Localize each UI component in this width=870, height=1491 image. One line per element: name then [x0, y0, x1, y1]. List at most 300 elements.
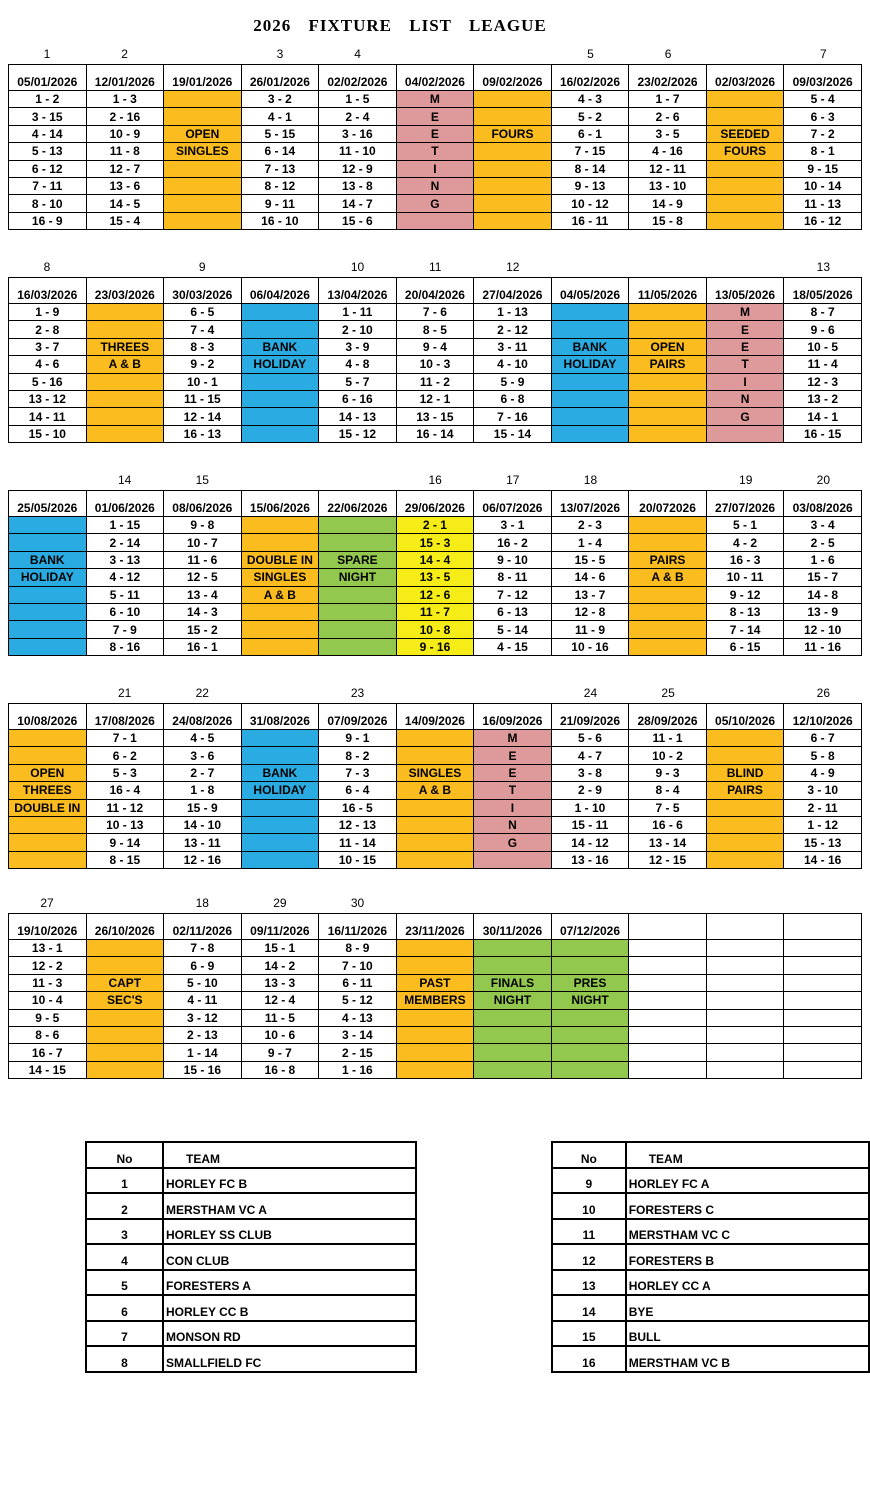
- fixture-row: [9, 621, 862, 638]
- fixture-cell: [706, 177, 784, 194]
- fixture-cell: 7 - 2: [784, 125, 862, 142]
- fixture-cell: 12 - 6: [396, 586, 474, 603]
- fixture-table: [8, 913, 862, 1079]
- fixture-cell: 2 - 4: [319, 108, 397, 125]
- fixture-cell: 1 - 4: [551, 534, 629, 551]
- fixture-cell: 14 - 13: [319, 408, 397, 425]
- fixture-cell: [706, 940, 784, 957]
- fixture-cell: FOURS: [474, 125, 552, 142]
- fixture-cell: [9, 730, 87, 747]
- week-number: 23: [350, 686, 365, 700]
- fixture-cell: 9 - 1: [319, 730, 397, 747]
- fixture-cell: 3 - 8: [551, 764, 629, 781]
- fixture-cell: 12 - 1: [396, 390, 474, 407]
- team-name: MERSTHAM VC B: [626, 1346, 869, 1372]
- team-no: 14: [552, 1295, 626, 1321]
- fixture-cell: G: [396, 195, 474, 212]
- fixture-cell: 15 - 5: [551, 551, 629, 568]
- fixture-cell: 6 - 4: [319, 782, 397, 799]
- fixture-cell: 10 - 8: [396, 621, 474, 638]
- fixture-cell: 3 - 9: [319, 338, 397, 355]
- week-number: 6: [664, 47, 672, 61]
- fixture-cell: 8 - 16: [86, 638, 164, 655]
- fixture-cell: 12 - 10: [784, 621, 862, 638]
- fixture-cell: [9, 603, 87, 620]
- fixture-cell: 14 - 12: [551, 834, 629, 851]
- fixture-cell: M: [706, 304, 784, 321]
- fixture-row: [9, 1009, 862, 1026]
- fixture-cell: [551, 1026, 629, 1043]
- fixture-cell: [706, 730, 784, 747]
- fixture-cell: DOUBLE IN: [9, 799, 87, 816]
- fixture-cell: [474, 1061, 552, 1078]
- fixture-cell: N: [396, 177, 474, 194]
- fixture-cell: 8 - 2: [319, 747, 397, 764]
- week-number-row: [8, 260, 862, 277]
- fixture-cell: [86, 425, 164, 442]
- fixture-cell: [629, 1026, 707, 1043]
- team-row: [86, 1168, 416, 1194]
- team-no: 10: [552, 1193, 626, 1219]
- fixture-cell: [86, 373, 164, 390]
- fixture-cell: 2 - 5: [784, 534, 862, 551]
- fixture-cell: 4 - 5: [164, 730, 242, 747]
- week-number: 15: [195, 473, 209, 487]
- fixture-cell: [474, 177, 552, 194]
- fixture-cell: [86, 321, 164, 338]
- fixture-cell: [241, 603, 319, 620]
- fixture-row: [9, 957, 862, 974]
- fixture-cell: PRES: [551, 974, 629, 991]
- date-header: 20/04/2026: [396, 278, 474, 304]
- team-name: SMALLFIELD FC: [163, 1346, 416, 1372]
- fixture-cell: 12 - 16: [164, 851, 242, 868]
- fixture-cell: [396, 816, 474, 833]
- week-number: 22: [195, 686, 209, 700]
- fixture-cell: SEC'S: [86, 992, 164, 1009]
- fixture-cell: [629, 603, 707, 620]
- fixture-cell: [474, 1009, 552, 1026]
- date-header: 09/02/2026: [474, 65, 552, 91]
- fixture-cell: 3 - 4: [784, 517, 862, 534]
- fixture-cell: 6 - 15: [706, 638, 784, 655]
- fixture-cell: [706, 834, 784, 851]
- fixture-cell: [784, 974, 862, 991]
- fixture-cell: [706, 974, 784, 991]
- fixture-cell: T: [474, 782, 552, 799]
- fixture-cell: [706, 195, 784, 212]
- week-number: 14: [117, 473, 132, 487]
- fixture-cell: 4 - 2: [706, 534, 784, 551]
- fixture-cell: BANK: [241, 764, 319, 781]
- fixture-cell: 13 - 7: [551, 586, 629, 603]
- fixture-cell: [241, 304, 319, 321]
- fixture-block: [8, 47, 862, 230]
- fixture-cell: E: [474, 747, 552, 764]
- fixture-row: [9, 195, 862, 212]
- date-header: 24/08/2026: [164, 704, 242, 730]
- date-header: 12/10/2026: [784, 704, 862, 730]
- week-number: 25: [661, 686, 675, 700]
- fixture-cell: 8 - 15: [86, 851, 164, 868]
- fixture-cell: 15 - 3: [396, 534, 474, 551]
- fixture-cell: 2 - 16: [86, 108, 164, 125]
- fixture-cell: 7 - 14: [706, 621, 784, 638]
- fixture-cell: 15 - 4: [86, 212, 164, 229]
- fixture-row: [9, 338, 862, 355]
- team-name-header: TEAM: [626, 1142, 869, 1168]
- fixture-cell: 1 - 3: [86, 91, 164, 108]
- fixture-cell: [241, 425, 319, 442]
- fixture-row: [9, 1044, 862, 1061]
- date-header: 02/03/2026: [706, 65, 784, 91]
- fixture-row: [9, 91, 862, 108]
- fixture-cell: [9, 638, 87, 655]
- fixture-cell: E: [706, 321, 784, 338]
- week-number: 24: [583, 686, 598, 700]
- fixture-cell: 10 - 4: [9, 992, 87, 1009]
- fixture-cell: [629, 638, 707, 655]
- fixture-cell: 14 - 3: [164, 603, 242, 620]
- fixture-row: [9, 177, 862, 194]
- date-header-row: [9, 704, 862, 730]
- date-header: 03/08/2026: [784, 491, 862, 517]
- fixture-cell: E: [396, 108, 474, 125]
- fixture-cell: 10 - 13: [86, 816, 164, 833]
- fixture-cell: [319, 621, 397, 638]
- fixture-cell: [319, 586, 397, 603]
- fixture-cell: [241, 851, 319, 868]
- fixture-row: [9, 586, 862, 603]
- fixture-cell: PAST: [396, 974, 474, 991]
- fixture-cell: 13 - 4: [164, 586, 242, 603]
- fixture-cell: 6 - 3: [784, 108, 862, 125]
- date-header: 04/05/2026: [551, 278, 629, 304]
- date-header: 27/04/2026: [474, 278, 552, 304]
- fixture-cell: 3 - 1: [474, 517, 552, 534]
- fixture-cell: I: [474, 799, 552, 816]
- date-header: 31/08/2026: [241, 704, 319, 730]
- fixture-cell: 8 - 11: [474, 569, 552, 586]
- fixture-cell: 16 - 13: [164, 425, 242, 442]
- fixture-cell: 16 - 10: [241, 212, 319, 229]
- fixture-row: [9, 638, 862, 655]
- fixture-cell: 4 - 7: [551, 747, 629, 764]
- fixture-cell: [319, 517, 397, 534]
- fixture-cell: 3 - 11: [474, 338, 552, 355]
- fixture-row: [9, 304, 862, 321]
- team-row: [552, 1321, 869, 1347]
- fixture-cell: 5 - 11: [86, 586, 164, 603]
- fixture-cell: [241, 747, 319, 764]
- date-header: 14/09/2026: [396, 704, 474, 730]
- fixture-row: [9, 782, 862, 799]
- fixture-cell: 3 - 10: [784, 782, 862, 799]
- fixture-row: [9, 551, 862, 568]
- fixture-cell: [706, 1009, 784, 1026]
- fixture-row: [9, 534, 862, 551]
- fixture-row: [9, 992, 862, 1009]
- fixture-cell: 16 - 11: [551, 212, 629, 229]
- fixture-cell: 13 - 5: [396, 569, 474, 586]
- fixture-cell: [86, 940, 164, 957]
- fixture-cell: 8 - 4: [629, 782, 707, 799]
- fixture-row: [9, 834, 862, 851]
- date-header: 26/10/2026: [86, 914, 164, 940]
- team-no: 6: [86, 1295, 163, 1321]
- fixture-cell: PAIRS: [706, 782, 784, 799]
- fixture-table: [8, 490, 862, 656]
- fixture-cell: [551, 1009, 629, 1026]
- fixture-cell: [629, 408, 707, 425]
- fixture-cell: 9 - 5: [9, 1009, 87, 1026]
- fixture-cell: [396, 1009, 474, 1026]
- fixture-cell: [9, 851, 87, 868]
- fixture-cell: 11 - 1: [629, 730, 707, 747]
- fixture-cell: 9 - 6: [784, 321, 862, 338]
- week-number-row: [8, 686, 862, 703]
- fixture-cell: FINALS: [474, 974, 552, 991]
- fixture-cell: M: [474, 730, 552, 747]
- fixture-cell: 14 - 9: [629, 195, 707, 212]
- fixture-cell: [629, 621, 707, 638]
- fixture-cell: 6 - 16: [319, 390, 397, 407]
- fixture-row: [9, 373, 862, 390]
- fixture-cell: 13 - 12: [9, 390, 87, 407]
- team-row: [86, 1295, 416, 1321]
- fixture-cell: [706, 1026, 784, 1043]
- fixture-cell: 16 - 8: [241, 1061, 319, 1078]
- fixture-row: [9, 764, 862, 781]
- fixture-cell: 10 - 11: [706, 569, 784, 586]
- fixture-cell: CAPT: [86, 974, 164, 991]
- fixture-cell: 4 - 12: [86, 569, 164, 586]
- date-header: 19/01/2026: [164, 65, 242, 91]
- fixture-cell: 16 - 3: [706, 551, 784, 568]
- fixture-cell: 4 - 16: [629, 143, 707, 160]
- fixture-cell: [629, 425, 707, 442]
- fixture-cell: 7 - 13: [241, 160, 319, 177]
- team-row: [552, 1244, 869, 1270]
- fixture-cell: 10 - 12: [551, 195, 629, 212]
- fixture-cell: 13 - 9: [784, 603, 862, 620]
- fixture-cell: 2 - 6: [629, 108, 707, 125]
- fixture-cell: [629, 321, 707, 338]
- fixture-cell: E: [474, 764, 552, 781]
- fixture-cell: 15 - 12: [319, 425, 397, 442]
- week-number: 18: [583, 473, 598, 487]
- fixture-cell: 15 - 10: [9, 425, 87, 442]
- fixture-cell: [706, 851, 784, 868]
- team-name: FORESTERS B: [626, 1244, 869, 1270]
- date-header: 28/09/2026: [629, 704, 707, 730]
- fixture-cell: [706, 799, 784, 816]
- fixture-cell: [86, 390, 164, 407]
- fixture-row: [9, 940, 862, 957]
- fixture-cell: BANK: [551, 338, 629, 355]
- date-header: 02/11/2026: [164, 914, 242, 940]
- fixture-cell: [241, 816, 319, 833]
- fixture-cell: [9, 534, 87, 551]
- fixture-row: [9, 517, 862, 534]
- date-header-row: [9, 65, 862, 91]
- fixture-cell: 5 - 2: [551, 108, 629, 125]
- fixture-cell: 4 - 14: [9, 125, 87, 142]
- fixture-cell: [86, 304, 164, 321]
- fixture-cell: 9 - 16: [396, 638, 474, 655]
- fixture-table: [8, 703, 862, 869]
- fixture-cell: 4 - 9: [784, 764, 862, 781]
- date-header: 16/02/2026: [551, 65, 629, 91]
- team-no-header: No: [552, 1142, 626, 1168]
- fixture-cell: [396, 1044, 474, 1061]
- fixture-cell: 13 - 10: [629, 177, 707, 194]
- fixture-cell: [629, 974, 707, 991]
- fixture-cell: 8 - 10: [9, 195, 87, 212]
- date-header: 07/09/2026: [319, 704, 397, 730]
- week-number: 12: [506, 260, 520, 274]
- fixture-cell: [474, 91, 552, 108]
- fixture-cell: 15 - 16: [164, 1061, 242, 1078]
- team-row: [86, 1270, 416, 1296]
- fixture-table: [8, 64, 862, 230]
- fixture-cell: 6 - 13: [474, 603, 552, 620]
- fixture-cell: 11 - 15: [164, 390, 242, 407]
- date-header: 02/02/2026: [319, 65, 397, 91]
- fixture-block: [8, 473, 862, 656]
- fixture-cell: [784, 992, 862, 1009]
- fixture-cell: [706, 160, 784, 177]
- fixture-cell: HOLIDAY: [241, 782, 319, 799]
- fixture-cell: 10 - 6: [241, 1026, 319, 1043]
- fixture-cell: 2 - 8: [9, 321, 87, 338]
- date-header: [706, 914, 784, 940]
- fixture-cell: [629, 940, 707, 957]
- team-no: 3: [86, 1219, 163, 1245]
- fixture-cell: [706, 108, 784, 125]
- fixture-cell: 7 - 11: [9, 177, 87, 194]
- fixture-cell: [241, 390, 319, 407]
- fixture-cell: [551, 321, 629, 338]
- fixture-row: [9, 730, 862, 747]
- fixture-cell: 14 - 11: [9, 408, 87, 425]
- fixture-cell: 5 - 6: [551, 730, 629, 747]
- fixture-cell: 1 - 11: [319, 304, 397, 321]
- fixture-cell: [9, 816, 87, 833]
- fixture-cell: [396, 212, 474, 229]
- fixture-cell: [241, 517, 319, 534]
- fixture-row: [9, 390, 862, 407]
- fixture-cell: 3 - 14: [319, 1026, 397, 1043]
- fixture-cell: 16 - 1: [164, 638, 242, 655]
- fixture-cell: 2 - 10: [319, 321, 397, 338]
- fixture-cell: [164, 212, 242, 229]
- fixture-cell: 2 - 1: [396, 517, 474, 534]
- fixture-cell: 11 - 8: [86, 143, 164, 160]
- date-header: 13/07/2026: [551, 491, 629, 517]
- team-name: HORLEY SS CLUB: [163, 1219, 416, 1245]
- fixture-cell: 1 - 12: [784, 816, 862, 833]
- fixture-cell: PAIRS: [629, 356, 707, 373]
- fixture-cell: 2 - 3: [551, 517, 629, 534]
- fixture-cell: 7 - 15: [551, 143, 629, 160]
- week-number: 17: [506, 473, 520, 487]
- date-header: 22/06/2026: [319, 491, 397, 517]
- fixture-cell: 1 - 6: [784, 551, 862, 568]
- team-no: 1: [86, 1168, 163, 1194]
- fixture-cell: 4 - 1: [241, 108, 319, 125]
- fixture-cell: 1 - 16: [319, 1061, 397, 1078]
- fixture-cell: 14 - 4: [396, 551, 474, 568]
- team-no: 15: [552, 1321, 626, 1347]
- week-number: 4: [354, 47, 361, 61]
- date-header: 15/06/2026: [241, 491, 319, 517]
- fixture-cell: MEMBERS: [396, 992, 474, 1009]
- fixture-block: [8, 260, 862, 443]
- fixture-cell: 3 - 7: [9, 338, 87, 355]
- team-row: [552, 1295, 869, 1321]
- week-number: 19: [739, 473, 753, 487]
- fixture-block: [8, 896, 862, 1079]
- fixture-cell: 9 - 10: [474, 551, 552, 568]
- fixture-cell: 3 - 2: [241, 91, 319, 108]
- fixture-cell: 5 - 12: [319, 992, 397, 1009]
- fixture-cell: 1 - 13: [474, 304, 552, 321]
- team-row: [552, 1270, 869, 1296]
- team-no: 11: [552, 1219, 626, 1245]
- fixture-cell: 11 - 6: [164, 551, 242, 568]
- fixture-cell: [86, 957, 164, 974]
- fixture-cell: 8 - 6: [9, 1026, 87, 1043]
- fixture-cell: 2 - 12: [474, 321, 552, 338]
- fixture-cell: T: [706, 356, 784, 373]
- date-header: 05/01/2026: [9, 65, 87, 91]
- fixture-cell: OPEN: [9, 764, 87, 781]
- fixture-cell: [706, 816, 784, 833]
- fixture-cell: 9 - 2: [164, 356, 242, 373]
- week-number: 21: [117, 686, 132, 700]
- fixture-cell: 5 - 4: [784, 91, 862, 108]
- team-list-left: [85, 1141, 417, 1373]
- fixture-cell: [629, 534, 707, 551]
- fixture-cell: [9, 621, 87, 638]
- fixture-cell: [164, 91, 242, 108]
- fixture-cell: 12 - 3: [784, 373, 862, 390]
- fixture-cell: 8 - 9: [319, 940, 397, 957]
- fixture-cell: 14 - 15: [9, 1061, 87, 1078]
- team-row: [86, 1244, 416, 1270]
- team-no: 12: [552, 1244, 626, 1270]
- team-name: MONSON RD: [163, 1321, 416, 1347]
- fixture-cell: 4 - 13: [319, 1009, 397, 1026]
- fixture-cell: [474, 851, 552, 868]
- date-header: 16/11/2026: [319, 914, 397, 940]
- fixture-cell: 12 - 4: [241, 992, 319, 1009]
- date-header: 01/06/2026: [86, 491, 164, 517]
- date-header: 13/05/2026: [706, 278, 784, 304]
- fixture-cell: 2 - 9: [551, 782, 629, 799]
- date-header: 23/11/2026: [396, 914, 474, 940]
- fixture-cell: 10 - 7: [164, 534, 242, 551]
- fixture-row: [9, 603, 862, 620]
- fixture-cell: [396, 747, 474, 764]
- fixture-cell: [396, 1061, 474, 1078]
- fixture-cell: 5 - 3: [86, 764, 164, 781]
- fixture-cell: FOURS: [706, 143, 784, 160]
- fixture-cell: 3 - 15: [9, 108, 87, 125]
- fixture-cell: [474, 195, 552, 212]
- fixture-cell: 1 - 14: [164, 1044, 242, 1061]
